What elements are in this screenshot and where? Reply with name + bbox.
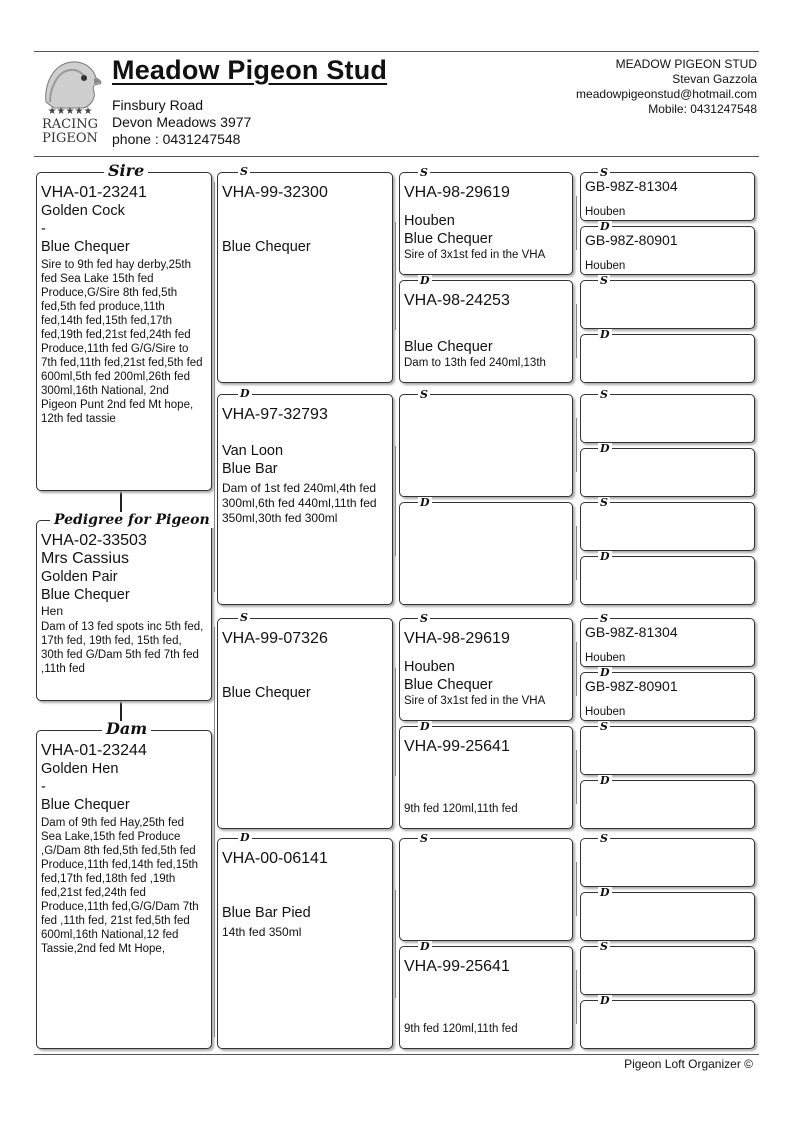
sire-marker: S — [600, 274, 608, 287]
footer-credit: Pigeon Loft Organizer © — [624, 1057, 753, 1071]
sire-marker: S — [600, 388, 608, 401]
dam-marker: D — [600, 886, 610, 899]
gen2-color: Blue Bar — [222, 461, 278, 477]
gen4-card-4[interactable] — [580, 334, 755, 383]
gen3-card-2[interactable] — [399, 280, 573, 383]
subject-sex: Hen — [41, 604, 64, 618]
gen2-strain — [222, 666, 388, 684]
gen4-card-8[interactable] — [580, 556, 755, 605]
phone: phone : 0431247548 — [112, 131, 241, 147]
gen4-ring: GB-98Z-80901 — [585, 678, 678, 694]
gen3-color: Blue Chequer — [404, 339, 493, 355]
header-rule — [34, 156, 759, 157]
gen3-card-7[interactable] — [399, 838, 573, 941]
sire-marker: S — [600, 720, 608, 733]
dam-marker: D — [600, 220, 610, 233]
gen2-bracket-2 — [395, 446, 396, 556]
gen3-card-8[interactable] — [399, 946, 573, 1049]
gen4-card-14[interactable] — [580, 892, 755, 941]
dam-color: Blue Chequer — [41, 797, 130, 813]
sire-color: Blue Chequer — [41, 239, 130, 255]
gen3-color: Blue Chequer — [404, 231, 493, 247]
subject-name: Mrs Cassius — [41, 550, 130, 567]
gen2-notes: Dam of 1st fed 240ml,4th fed 300ml,6th fed 440ml,11th fed 350ml,30th fed 300ml — [222, 481, 377, 525]
sire-marker: S — [420, 612, 428, 625]
sire-marker: S — [240, 165, 248, 178]
gen2-ring: VHA-99-07326 — [222, 630, 328, 647]
gen4-card-15[interactable] — [580, 946, 755, 995]
gen3-notes: 9th fed 120ml,11th fed — [404, 803, 518, 815]
dam-marker: D — [240, 831, 250, 844]
gen4-card-16[interactable] — [580, 1000, 755, 1049]
gen3-ring: VHA-99-25641 — [404, 738, 510, 755]
gen3-ring: VHA-98-29619 — [404, 630, 510, 647]
gen3-card-3[interactable] — [399, 394, 573, 497]
sire-marker: S — [600, 832, 608, 845]
dam-notes: Dam of 9th fed Hay,25th fed Sea Lake,15th fed Produce ,G/Dam 8th fed,5th fed,5th fed Produce,11th fed,14th fed,15th fed,17th fed,18th fed ,19th fed,21st fed,24th fed Produce,11th fed,G/G/Dam 7th fed ,11th fed, 21st fed,5th fed 600ml,16th National,12 fed Tassie,2nd fed Mt Hope, — [41, 817, 199, 955]
dam-card[interactable] — [36, 730, 212, 1049]
address-line-1: Finsbury Road — [112, 97, 204, 113]
logo-text-pigeon: PIGEON — [42, 131, 98, 146]
sire-marker: S — [600, 496, 608, 509]
stud-name: Meadow Pigeon Stud — [112, 55, 388, 85]
gen2-ring: VHA-00-06141 — [222, 850, 328, 867]
dam-marker: D — [600, 774, 610, 787]
dam-marker: D — [240, 387, 250, 400]
sire-marker: S — [420, 832, 428, 845]
gen3-card-5[interactable] — [399, 618, 573, 721]
gen2-bracket-3 — [395, 668, 396, 776]
sire-notes: Sire to 9th fed hay derby,25th fed Sea Lake 15th fed Produce,G/Sire 8th fed,5th fed,5th fed produce,11th fed,14th fed,15th fed,17th fed,19th fed,21st fed,24th fed Produce,11th fed G/G/Sire to 7th fed,11th fed,21st fed,5th fed 600ml,5th fed 200ml,26th fed 300ml,16th National, 2nd Pigeon Punt 2nd fed Mt hope, 12th fed tassie — [41, 259, 203, 425]
dam-ring: VHA-01-23244 — [41, 742, 147, 759]
gen2-bracket-4 — [395, 890, 396, 998]
dam-marker: D — [420, 496, 430, 509]
sire-marker: S — [600, 166, 608, 179]
gen3-bracket — [576, 750, 577, 804]
gen2-color: Blue Chequer — [222, 685, 311, 701]
gen4-strain: Houben — [585, 260, 626, 272]
address-line-2: Devon Meadows 3977 — [112, 114, 252, 130]
contact-person: Stevan Gazzola — [672, 72, 757, 86]
gen3-bracket — [576, 196, 577, 250]
gen2-card-2[interactable] — [217, 394, 393, 605]
gen3-ring: VHA-98-29619 — [404, 184, 510, 201]
gen4-strain: Houben — [585, 206, 626, 218]
sire-card[interactable] — [36, 172, 212, 491]
gen3-bracket — [576, 418, 577, 472]
stud-address — [112, 97, 251, 148]
gen4-card-1[interactable] — [580, 172, 755, 221]
gen2-card-3[interactable] — [217, 618, 393, 829]
gen2-ring: VHA-99-32300 — [222, 184, 328, 201]
sire-bracket — [214, 182, 215, 592]
gen3-bracket — [576, 970, 577, 1024]
gen3-strain — [404, 320, 568, 338]
gen3-card-6[interactable] — [399, 726, 573, 829]
gen2-color: Blue Chequer — [222, 239, 311, 255]
dam-bracket — [214, 627, 215, 1037]
gen3-bracket — [576, 526, 577, 580]
subject-ring: VHA-02-33503 — [41, 532, 147, 549]
gen2-ring: VHA-97-32793 — [222, 406, 328, 423]
gen3-card-1[interactable] — [399, 172, 573, 275]
dam-marker: D — [600, 994, 610, 1007]
contact-email[interactable]: meadowpigeonstud@hotmail.com — [576, 87, 757, 101]
dam-marker: D — [420, 720, 430, 733]
gen4-card-2[interactable] — [580, 226, 755, 275]
sire-marker: S — [420, 166, 428, 179]
gen4-ring: GB-98Z-81304 — [585, 624, 678, 640]
gen4-card-12[interactable] — [580, 780, 755, 829]
dam-label: Dam — [102, 721, 151, 737]
gen4-strain: Houben — [585, 652, 626, 664]
logo-text-racing: RACING — [41, 117, 99, 132]
gen3-notes: Sire of 3x1st fed in the VHA — [404, 695, 546, 707]
gen3-strain: Houben — [404, 213, 455, 229]
gen2-notes: 14th fed 350ml — [222, 925, 302, 939]
gen3-bracket — [576, 304, 577, 358]
sire-name: Golden Cock — [41, 203, 125, 219]
gen3-notes: 9th fed 120ml,11th fed — [404, 1023, 518, 1035]
dam-marker: D — [600, 442, 610, 455]
gen3-ring: VHA-98-24253 — [404, 292, 510, 309]
dam-marker: D — [420, 274, 430, 287]
sire-label: Sire — [104, 163, 148, 179]
logo-stars: ★★★★★ — [47, 106, 93, 117]
top-rule — [34, 51, 759, 52]
gen2-card-4[interactable] — [217, 838, 393, 1049]
sire-ring: VHA-01-23241 — [41, 184, 147, 201]
sire-marker: S — [600, 612, 608, 625]
dam-strain: - — [41, 779, 46, 795]
subject-strain: Golden Pair — [41, 569, 118, 585]
gen4-ring: GB-98Z-81304 — [585, 178, 678, 194]
contact-name: MEADOW PIGEON STUD — [615, 57, 757, 71]
sire-marker: S — [240, 611, 248, 624]
gen4-card-11[interactable] — [580, 726, 755, 775]
gen4-card-10[interactable] — [580, 672, 755, 721]
gen2-bracket-1 — [395, 222, 396, 330]
gen2-color: Blue Bar Pied — [222, 905, 311, 921]
stud-contact — [576, 57, 757, 117]
subject-color: Blue Chequer — [41, 587, 130, 603]
gen3-bracket — [576, 642, 577, 696]
gen4-card-13[interactable] — [580, 838, 755, 887]
gen3-notes: Dam to 13th fed 240ml,13th — [404, 357, 546, 369]
gen4-card-6[interactable] — [580, 448, 755, 497]
gen4-ring: GB-98Z-80901 — [585, 232, 678, 248]
gen4-card-5[interactable] — [580, 394, 755, 443]
sire-strain: - — [41, 221, 46, 237]
gen4-strain: Houben — [585, 706, 626, 718]
footer-rule — [34, 1054, 759, 1055]
gen2-strain — [222, 886, 388, 904]
gen2-strain: Van Loon — [222, 443, 284, 459]
racing-pigeon-logo — [36, 56, 104, 148]
gen3-strain: Houben — [404, 659, 455, 675]
dam-name: Golden Hen — [41, 761, 119, 777]
gen3-ring: VHA-99-25641 — [404, 958, 510, 975]
sire-marker: S — [600, 940, 608, 953]
sire-marker: S — [420, 388, 428, 401]
gen3-notes: Sire of 3x1st fed in the VHA — [404, 249, 546, 261]
subject-card[interactable] — [36, 520, 212, 701]
gen4-card-9[interactable] — [580, 618, 755, 667]
dam-marker: D — [420, 940, 430, 953]
gen4-card-3[interactable] — [580, 280, 755, 329]
gen3-card-4[interactable] — [399, 502, 573, 605]
contact-mobile: Mobile: 0431247548 — [648, 102, 757, 116]
gen2-card-1[interactable] — [217, 172, 393, 383]
gen3-color: Blue Chequer — [404, 677, 493, 693]
subject-notes: Dam of 13 fed spots inc 5th fed, 17th fed, 19th fed, 15th fed, 30th fed G/Dam 5th fed 7th fed ,11th fed — [41, 621, 204, 675]
gen4-card-7[interactable] — [580, 502, 755, 551]
dam-marker: D — [600, 328, 610, 341]
gen3-bracket — [576, 862, 577, 916]
dam-marker: D — [600, 550, 610, 563]
gen2-strain — [222, 220, 388, 238]
pedigree-label: Pedigree for Pigeon — [50, 512, 214, 528]
dam-marker: D — [600, 666, 610, 679]
